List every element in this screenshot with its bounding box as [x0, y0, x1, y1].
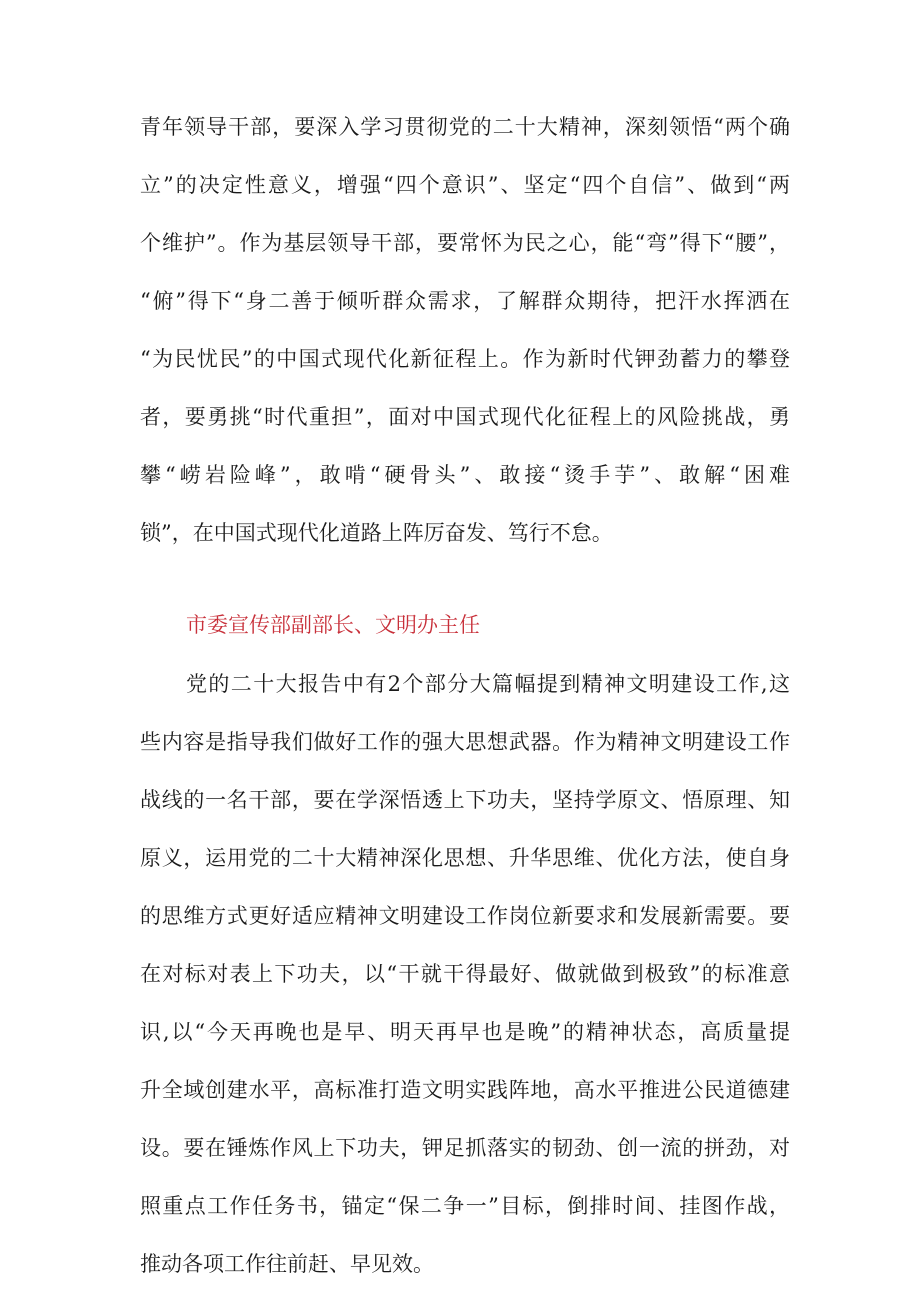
paragraph-line: 者，要勇挑“时代重担”，面对中国式现代化征程上的风险挑战，勇	[140, 405, 790, 429]
paragraph-line: “俯”得下“身二善于倾听群众需求，了解群众期待，把汗水挥洒在	[140, 289, 790, 313]
paragraph-line: 立”的决定性意义，增强“四个意识”、坚定“四个自信”、做到“两	[140, 173, 790, 197]
paragraph-line: 在对标对表上下功夫，以“干就干得最好、做就做到极致”的标准意	[140, 962, 790, 986]
paragraph-line: 推动各项工作往前赶、早见效。	[140, 1252, 434, 1276]
paragraph-line: “为民忧民”的中国式现代化新征程上。作为新时代钾劲蓄力的攀登	[140, 347, 790, 371]
paragraph-line: 锁”，在中国式现代化道路上阵厉奋发、笃行不怠。	[140, 521, 613, 545]
paragraph-line: 设。要在锤炼作风上下功夫，钾足抓落实的韧劲、创一流的拼劲，对	[140, 1136, 790, 1160]
paragraph-line: 照重点工作任务书，锚定“保二争一”目标，倒排时间、挂图作战，	[140, 1194, 790, 1218]
paragraph-line: 个维护”。作为基层领导干部，要常怀为民之心，能“弯”得下“腰”，	[140, 231, 790, 255]
section-heading: 市委宣传部副部长、文明办主任	[186, 613, 480, 637]
paragraph-line: 识,以“今天再晚也是早、明天再早也是晚”的精神状态，高质量提	[140, 1020, 790, 1044]
paragraph-line: 攀“崂岩险峰”，敢啃“硬骨头”、敢接“烫手芋”、敢解“困难	[140, 463, 790, 487]
paragraph-line: 些内容是指导我们做好工作的强大思想武器。作为精神文明建设工作	[140, 730, 790, 754]
paragraph-line: 青年领导干部，要深入学习贯彻党的二十大精神，深刻领悟“两个确	[140, 115, 790, 139]
paragraph-line: 战线的一名干部，要在学深悟透上下功夫，坚持学原文、悟原理、知	[140, 788, 790, 812]
paragraph-line: 原义，运用党的二十大精神深化思想、升华思维、优化方法，使自身	[140, 846, 790, 870]
paragraph-line: 的思维方式更好适应精神文明建设工作岗位新要求和发展新需要。要	[140, 904, 790, 928]
paragraph-line: 党的二十大报告中有2个部分大篇幅提到精神文明建设工作,这	[186, 672, 790, 696]
paragraph-line: 升全域创建水平，高标准打造文明实践阵地，高水平推进公民道德建	[140, 1078, 790, 1102]
